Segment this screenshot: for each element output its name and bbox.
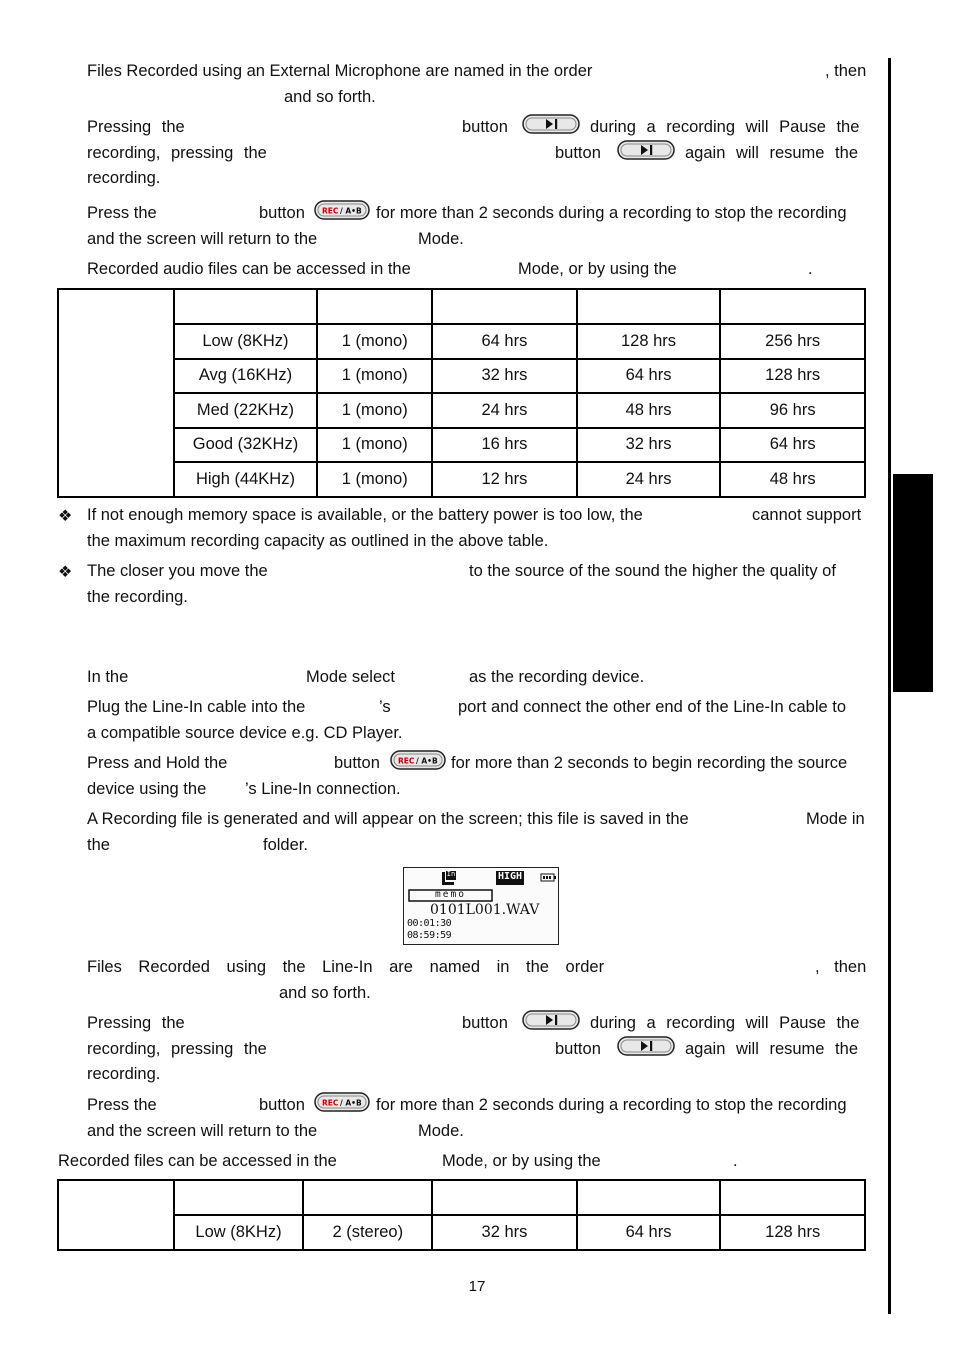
table-row: Low (8KHz) 1 (mono) 64 hrs 128 hrs 256 hrs: [58, 324, 865, 359]
elapsed-time: 00:01:30: [407, 918, 452, 929]
play-pause-icon: [522, 1009, 580, 1040]
table-row-header-cell: [58, 1180, 174, 1250]
note-memory-space: If not enough memory space is available, or the battery power is too low, the cannot support the maximum recording capacity as outlined in the above table.: [87, 506, 862, 550]
paragraph-pause-resume: Pressing the button during a recording will Pause the recording, pressing the button again will resume the recording.: [87, 115, 869, 192]
rec-ab-button-icon: [390, 749, 446, 780]
line-in-recording-capacity-table: [57, 1179, 866, 1251]
mic-recording-capacity-table: [57, 288, 866, 498]
table-header-cell: [577, 1180, 721, 1215]
chapter-tab: [893, 474, 933, 692]
svg-text:/ A•B: / A•B: [340, 1098, 362, 1108]
paragraph-access-files: Recorded audio files can be accessed in the Mode, or by using the .: [87, 260, 813, 278]
table-header-cell: [303, 1180, 432, 1215]
remaining-time: 08:59:59: [407, 930, 452, 941]
play-pause-icon: [617, 1035, 675, 1066]
line-in-icon: In: [446, 870, 456, 878]
quality-badge: HIGH: [497, 871, 523, 882]
table-row: Low (8KHz) 2 (stereo) 32 hrs 64 hrs 128 hrs: [58, 1215, 865, 1250]
table-header-cell: [720, 289, 865, 324]
page-number: 17: [468, 1278, 486, 1295]
file-name: 0101L001.WAV: [430, 902, 540, 918]
table-row: Med (22KHz) 1 (mono) 24 hrs 48 hrs 96 hrs: [58, 393, 865, 428]
rec-ab-button-icon: [314, 1091, 370, 1122]
table-header-cell: [174, 1180, 304, 1215]
table-header-cell: [720, 1180, 865, 1215]
table-header-cell: [174, 289, 318, 324]
paragraph-line-in-file-naming: Files Recorded using the Line-In are named in the order , then and so forth.: [87, 958, 867, 1002]
table-header-cell: [432, 1180, 577, 1215]
svg-text:/ A•B: / A•B: [416, 756, 438, 766]
play-pause-icon: [522, 113, 580, 144]
paragraph-begin-recording: Press and Hold the button REC / A•B for more than 2 seconds to begin recording the source device using the ’s Line-In connection.: [87, 751, 869, 802]
folder-label: memo: [435, 889, 466, 900]
table-header-cell: [317, 289, 432, 324]
table-header-cell: [432, 289, 577, 324]
note-mic-distance: The closer you move the to the source of the sound the higher the quality of the recording.: [87, 562, 836, 606]
play-pause-icon: [617, 139, 675, 170]
paragraph-select-device: In the Mode select as the recording device.: [87, 668, 645, 686]
table-row-header-cell: [58, 289, 174, 497]
bullet-icon: ❖: [58, 564, 73, 581]
svg-text:REC: REC: [398, 756, 415, 766]
table-row: Avg (16KHz) 1 (mono) 32 hrs 64 hrs 128 hrs: [58, 359, 865, 394]
paragraph-pause-resume-line-in: Pressing the button during a recording will Pause the recording, pressing the button again will resume the recording.: [87, 1011, 869, 1088]
paragraph-file-generated: A Recording file is generated and will appear on the screen; this file is saved in the Mode in the folder.: [87, 810, 865, 854]
table-row: High (44KHz) 1 (mono) 12 hrs 24 hrs 48 hrs: [58, 462, 865, 497]
paragraph-stop-recording-line-in: Press the button REC / A•B for more than 2 seconds during a recording to stop the recording and the screen will return to the Mode.: [87, 1093, 869, 1144]
paragraph-mic-file-naming: Files Recorded using an External Microphone are named in the order , then and so forth.: [87, 62, 867, 106]
table-row: Good (32KHz) 1 (mono) 16 hrs 32 hrs 64 hrs: [58, 428, 865, 463]
rec-ab-button-icon: [314, 199, 370, 230]
paragraph-stop-recording: Press the button REC / A•B for more than 2 seconds during a recording to stop the recording and the screen will return to the Mode.: [87, 201, 869, 252]
right-margin-rule: [888, 58, 891, 1314]
table-header-cell: [577, 289, 721, 324]
svg-text:REC: REC: [322, 1098, 339, 1108]
paragraph-access-line-in-files: Recorded files can be accessed in the Mode, or by using the .: [58, 1152, 738, 1170]
bullet-icon: ❖: [58, 508, 73, 525]
svg-text:/ A•B: / A•B: [340, 206, 362, 216]
recording-screen-illustration: [403, 867, 559, 945]
paragraph-plug-line-in: Plug the Line-In cable into the ’s port and connect the other end of the Line-In cable to a compatible source device e.g. CD Player.: [87, 698, 847, 742]
svg-text:REC: REC: [322, 206, 339, 216]
